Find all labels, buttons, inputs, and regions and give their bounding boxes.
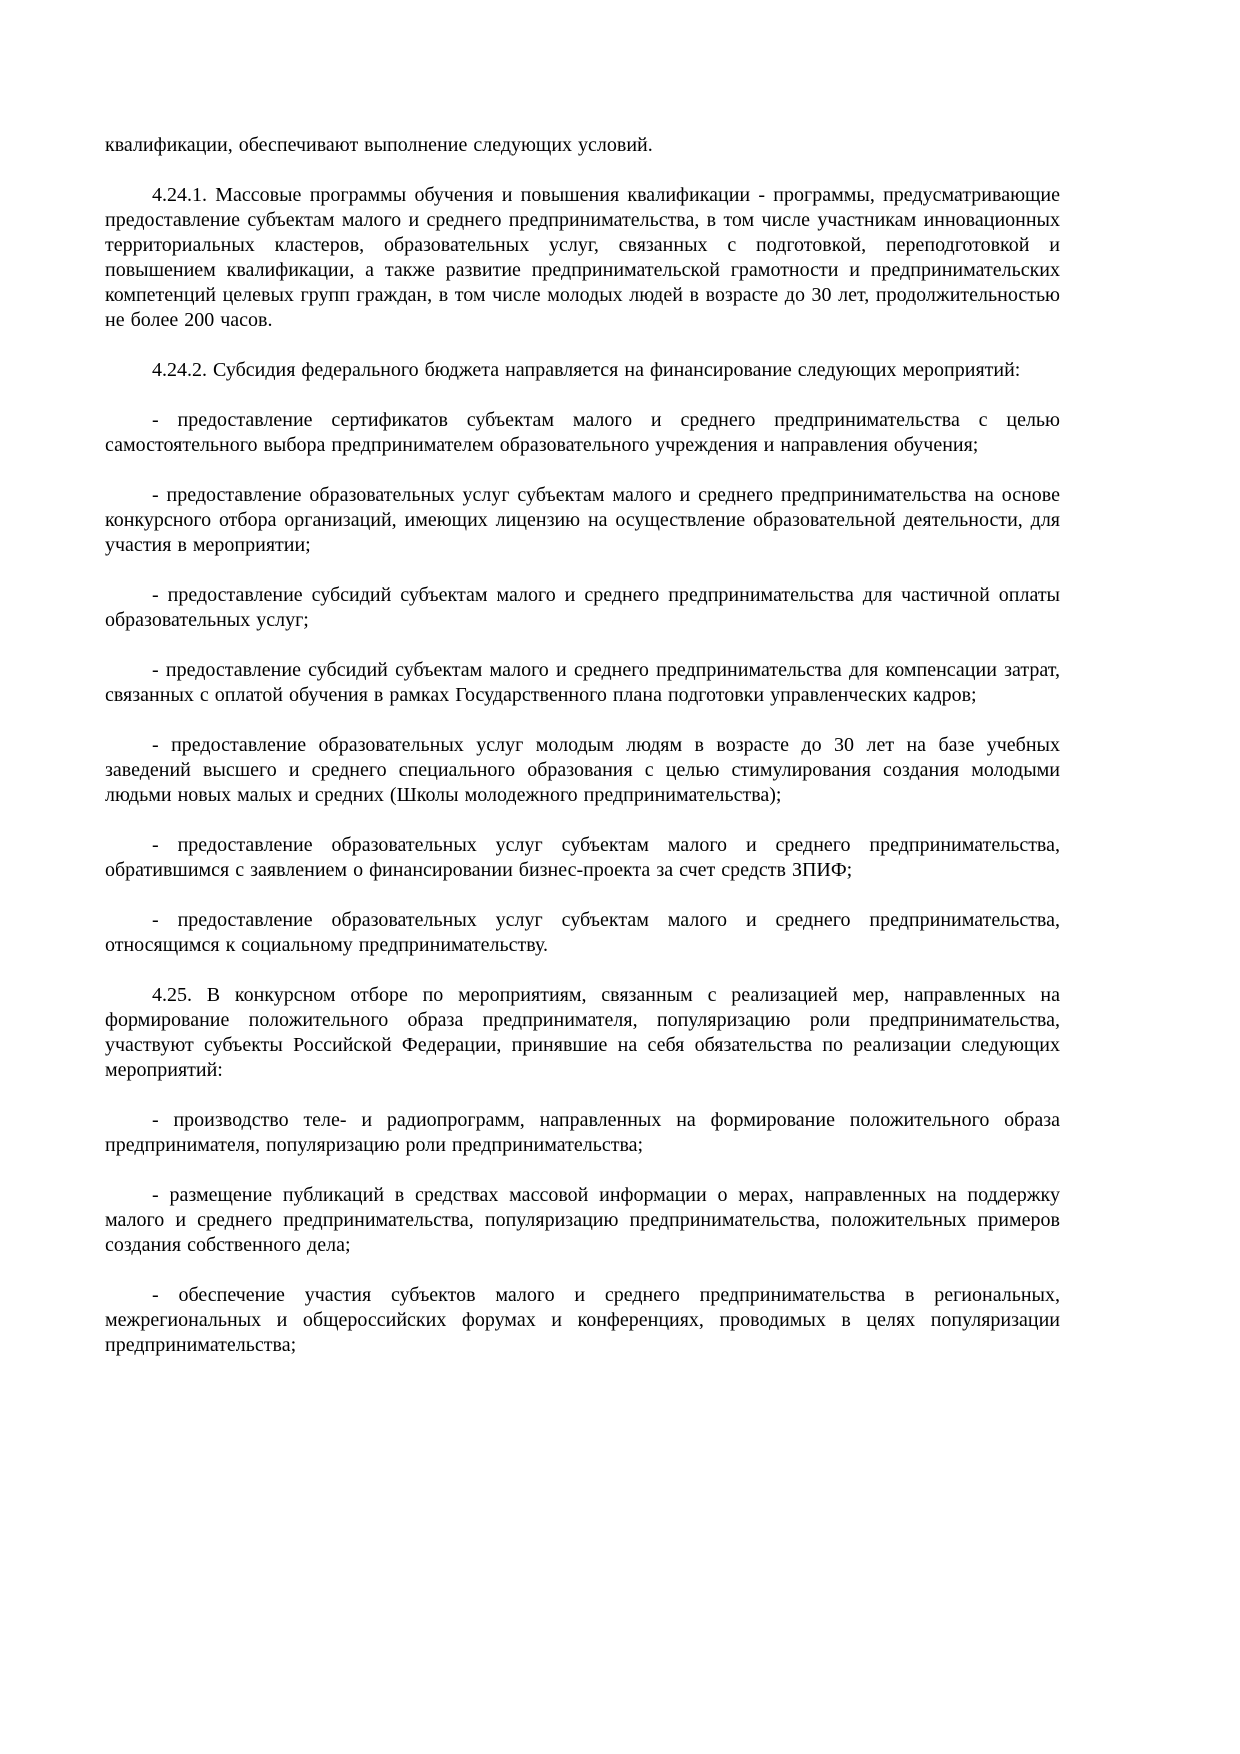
paragraph-4-24-1: 4.24.1. Массовые программы обучения и повышения квалификации - программы, предусматривающие предоставление субъектам малого и среднего предпринимательства, в том числе участникам инновационных территориальных кластеров, образовательных услуг, связанных с подготовкой, переподготовкой и повышением квалификации, а также развитие предпринимательской грамотности и предпринимательских компетенций целевых групп граждан, в том числе молодых людей в возрасте до 30 лет, продолжительностью не более 200 часов. — [105, 184, 1060, 331]
list-item-forums-conferences: - обеспечение участия субъектов малого и среднего предпринимательства в региональных, межрегиональных и общероссийских форумах и конференциях, проводимых в целях популяризации предпринимательства; — [105, 1284, 1060, 1356]
list-item-certificates: - предоставление сертификатов субъектам малого и среднего предпринимательства с целью самостоятельного выбора предпринимателем образовательного учреждения и направления обучения; — [105, 409, 1060, 456]
list-item-social-entrepreneurship: - предоставление образовательных услуг субъектам малого и среднего предпринимательства, относящимся к социальному предпринимательству. — [105, 909, 1060, 956]
list-item-tv-radio-programs: - производство теле- и радиопрограмм, направленных на формирование положительного образа предпринимателя, популяризацию роли предпринимательства; — [105, 1109, 1060, 1156]
list-item-educational-services-tender: - предоставление образовательных услуг субъектам малого и среднего предпринимательства на основе конкурсного отбора организаций, имеющих лицензию на осуществление образовательной деятельности, для участия в мероприятии; — [105, 484, 1060, 556]
paragraph-continuation: квалификации, обеспечивают выполнение следующих условий. — [105, 134, 653, 156]
list-item-zpif-financing: - предоставление образовательных услуг субъектам малого и среднего предпринимательства, обратившимся с заявлением о финансировании бизнес-проекта за счет средств ЗПИФ; — [105, 834, 1060, 881]
list-item-youth-education: - предоставление образовательных услуг молодым людям в возрасте до 30 лет на базе учебных заведений высшего и среднего специального образования с целью стимулирования создания молодыми людьми новых малых и средних (Школы молодежного предпринимательства); — [105, 734, 1060, 806]
list-item-media-publications: - размещение публикаций в средствах массовой информации о мерах, направленных на поддержку малого и среднего предпринимательства, популяризацию предпринимательства, положительных примеров создания собственного дела; — [105, 1184, 1060, 1256]
paragraph-4-25: 4.25. В конкурсном отборе по мероприятиям, связанным с реализацией мер, направленных на формирование положительного образа предпринимателя, популяризацию роли предпринимательства, участвуют субъекты Российской Федерации, принявшие на себя обязательства по реализации следующих мероприятий: — [105, 984, 1060, 1081]
list-item-subsidies-partial-payment: - предоставление субсидий субъектам малого и среднего предпринимательства для частичной оплаты образовательных услуг; — [105, 584, 1060, 631]
paragraph-4-24-2: 4.24.2. Субсидия федерального бюджета направляется на финансирование следующих мероприятий: — [152, 359, 1021, 381]
list-item-subsidies-compensation: - предоставление субсидий субъектам малого и среднего предпринимательства для компенсации затрат, связанных с оплатой обучения в рамках Государственного плана подготовки управленческих кадров; — [105, 659, 1060, 706]
